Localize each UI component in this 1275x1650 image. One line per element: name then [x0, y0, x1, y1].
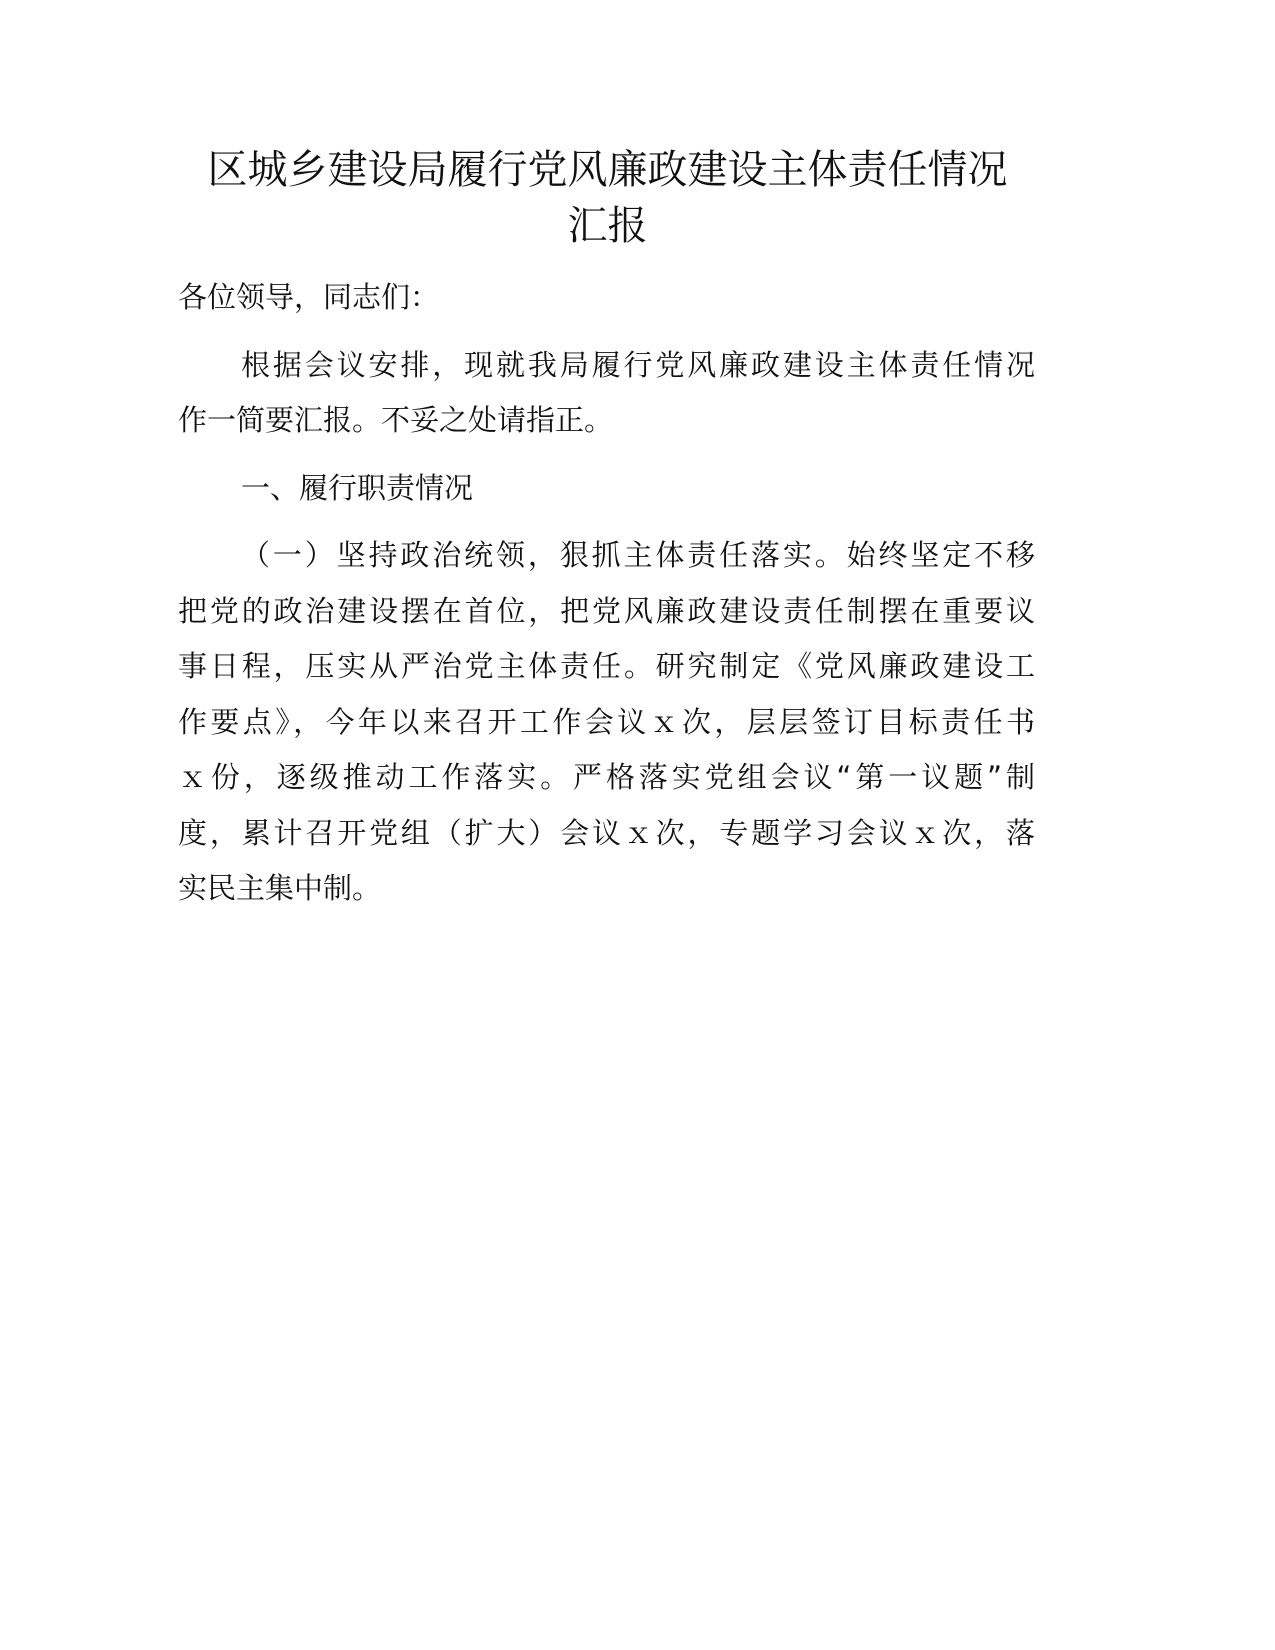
paragraph-gap: [178, 326, 1035, 338]
text-line: 实民主集中制。: [178, 871, 382, 905]
paragraph: [178, 338, 1035, 449]
title-line: 区城乡建设局履行党风廉政建设主体责任情况: [207, 147, 1008, 193]
text-line: 作一简要汇报。不妥之处请指正。: [178, 403, 614, 437]
text-line: 事日程，压实从严治党主体责任。研究制定《党风廉政建设工: [178, 649, 1035, 683]
paragraph: [178, 528, 1035, 917]
text-line: （一）坚持政治统领，狠抓主体责任落实。始终坚定不移: [241, 538, 1035, 572]
text-line: ｘ份，逐级推动工作落实。严格落实党组会议“第一议题”制: [178, 760, 1035, 794]
text-line: 根据会议安排，现就我局履行党风廉政建设主体责任情况: [241, 347, 1035, 382]
document-body: [178, 270, 1035, 917]
section-heading: [178, 461, 1035, 517]
text-line: 作要点》，今年以来召开工作会议ｘ次，层层签订目标责任书: [178, 704, 1035, 739]
paragraph-gap: [178, 449, 1035, 461]
salutation: 各位领导，同志们：: [178, 280, 440, 314]
text-line: 度，累计召开党组（扩大）会议ｘ次，专题学习会议ｘ次，落: [178, 815, 1035, 850]
document-title: [150, 142, 1065, 254]
text-line: 把党的政治建设摆在首位，把党风廉政建设责任制摆在重要议: [178, 593, 1035, 628]
title-line: 汇报: [567, 203, 648, 249]
text-line: 一、履行职责情况: [241, 470, 474, 505]
paragraph-gap: [178, 516, 1035, 528]
